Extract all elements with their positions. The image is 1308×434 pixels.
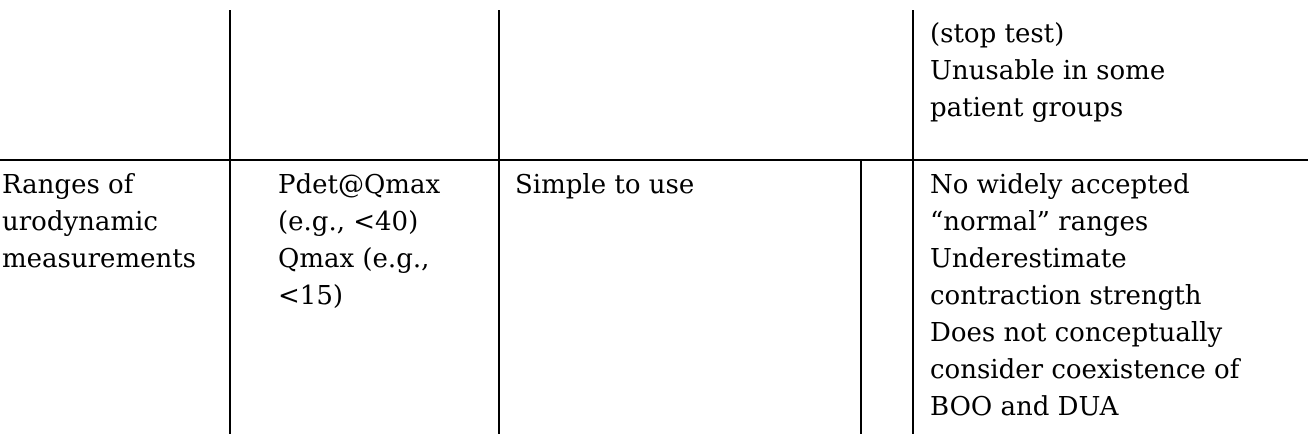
criteria-cell: Pdet@Qmax (e.g., <40) Qmax (e.g., <15) <box>278 170 441 311</box>
table-row-divider <box>0 159 1308 161</box>
table-vertical-line-2 <box>498 10 500 434</box>
advantages-cell: Simple to use <box>515 170 695 200</box>
disadvantages-cell: No widely accepted “normal” ranges Underestimate contraction strength Does not conceptually consider coexistence of BOO and DUA <box>930 170 1240 422</box>
table-vertical-line-1 <box>229 10 231 434</box>
table-vertical-line-4 <box>860 161 862 434</box>
method-cell: Ranges of urodynamic measurements <box>2 170 197 274</box>
top-row-col5-text: (stop test) Unusable in some patient groups <box>930 19 1166 123</box>
table-vertical-line-3 <box>912 10 914 434</box>
